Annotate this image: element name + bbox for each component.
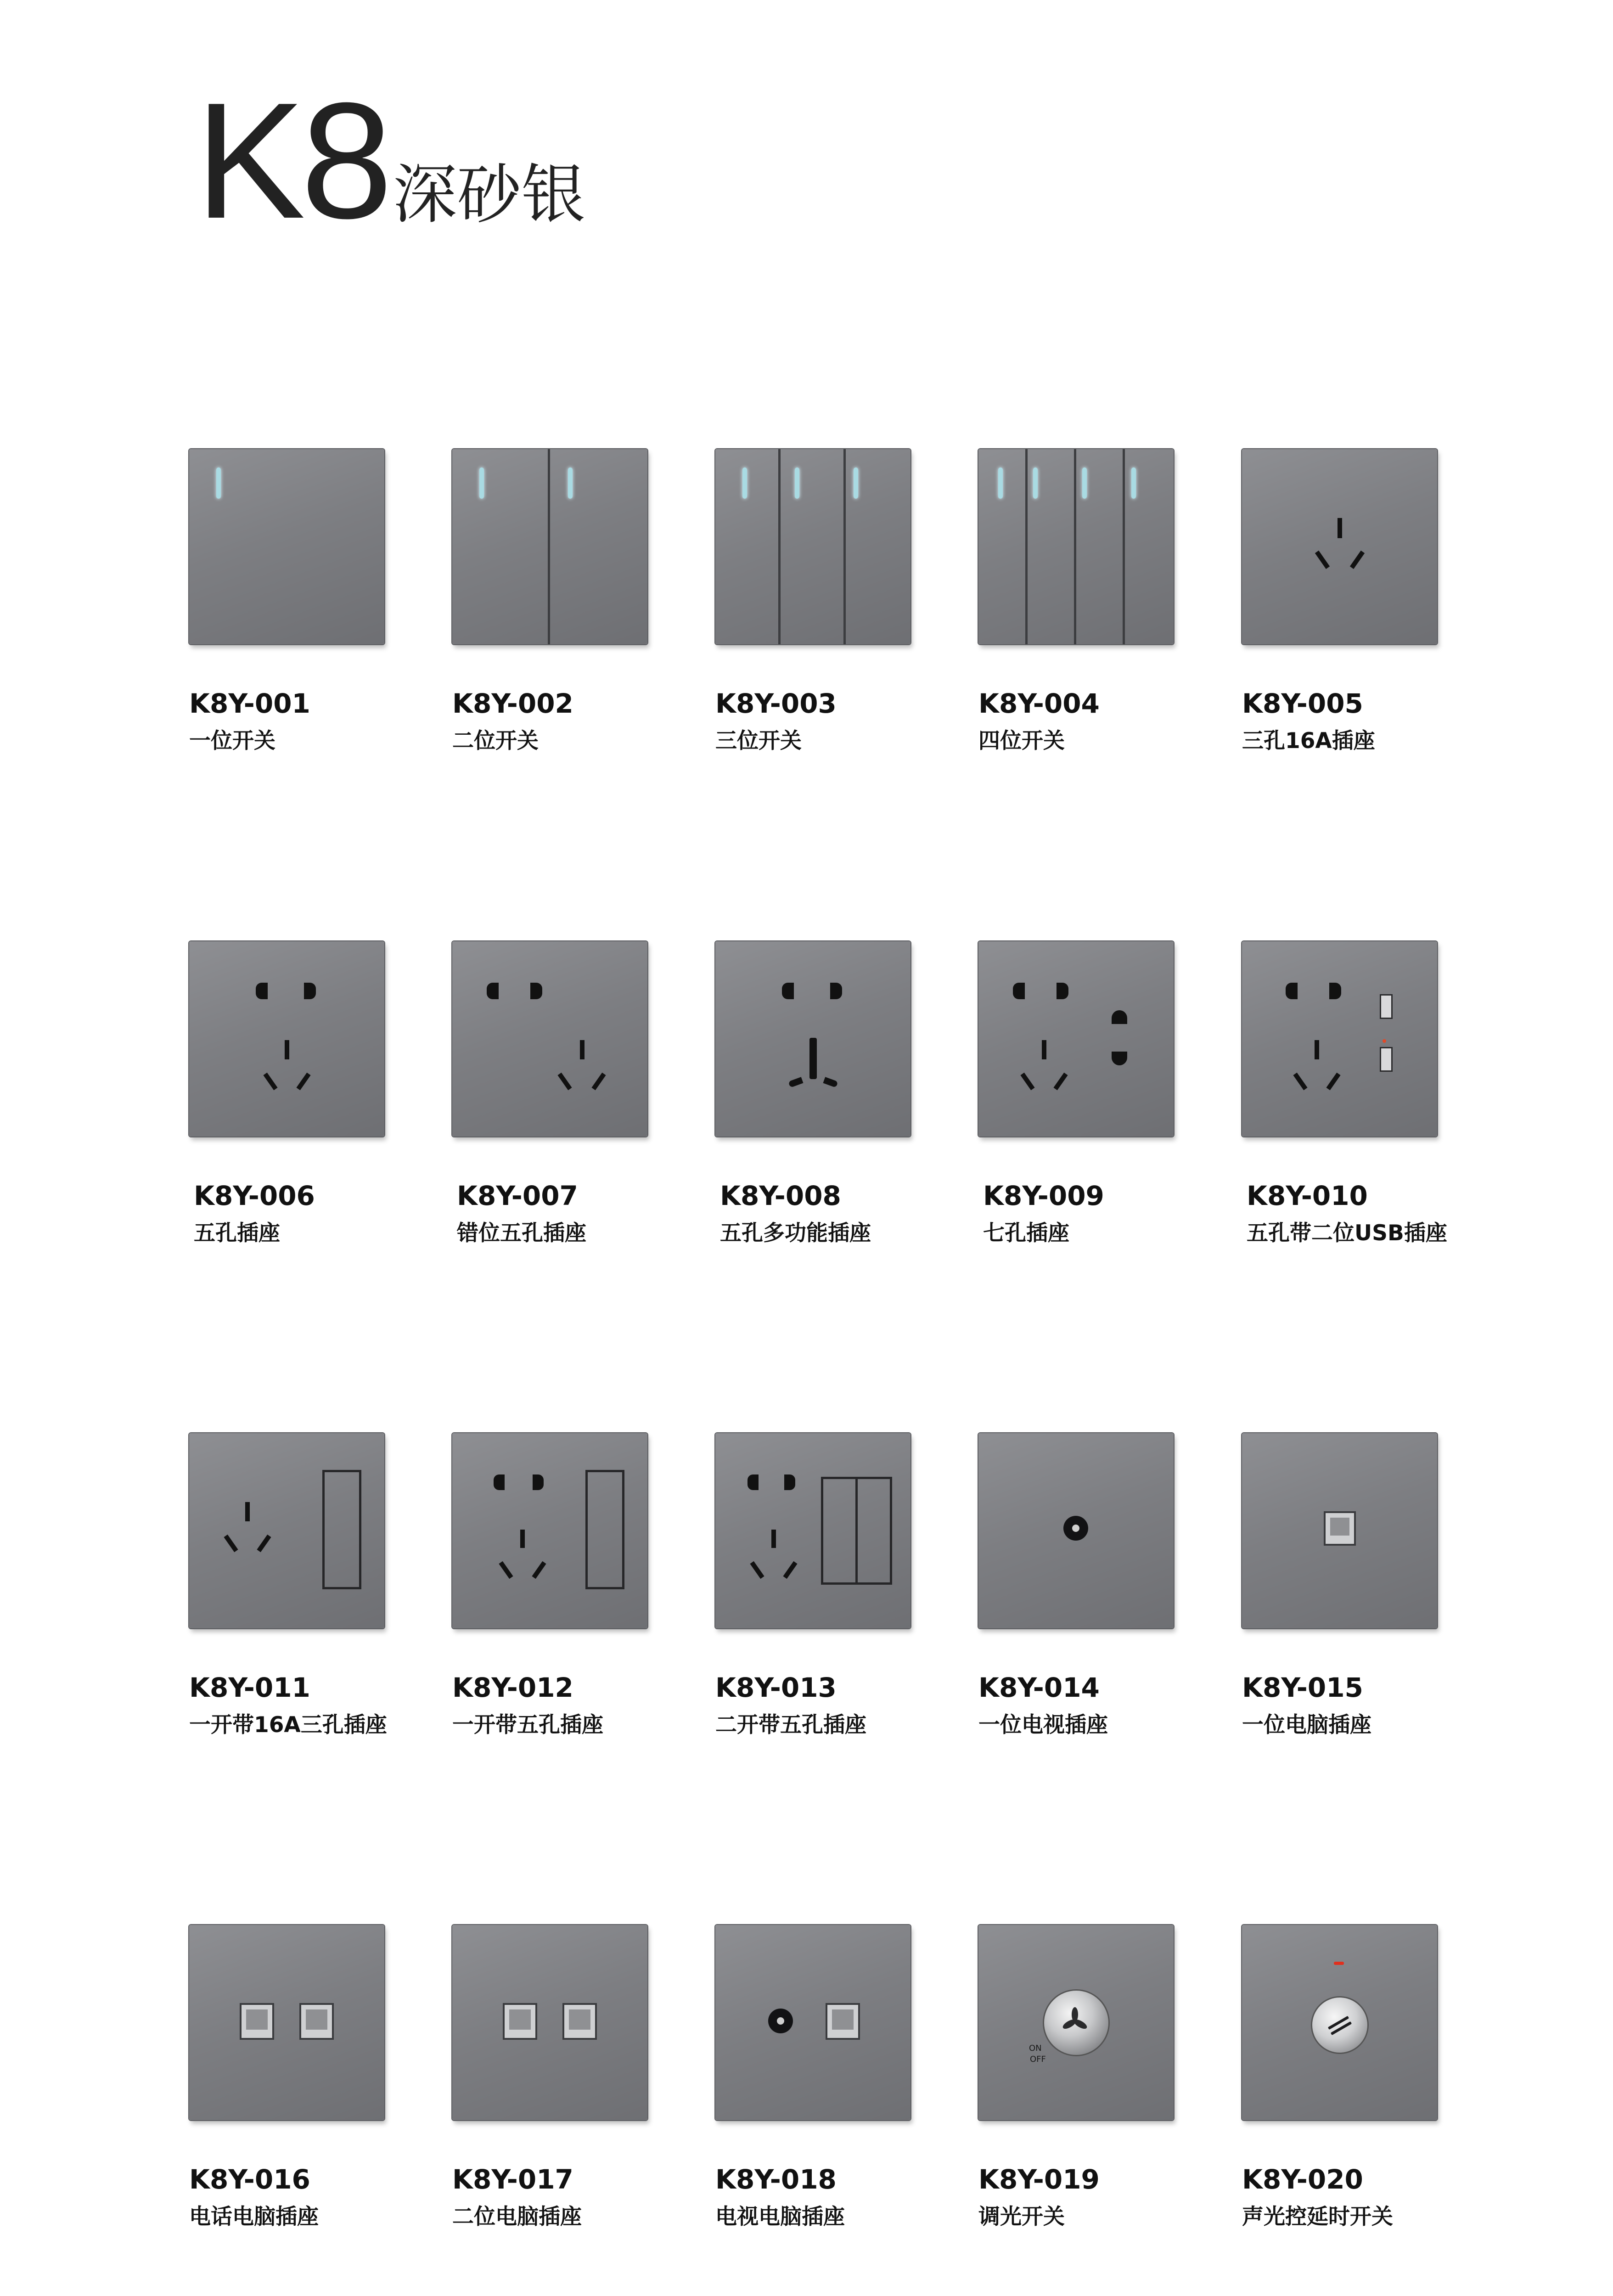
five-hole-socket-panel bbox=[189, 941, 384, 1137]
dimmer-switch-panel bbox=[978, 1925, 1174, 2120]
title-finish: 深砂银 bbox=[393, 158, 586, 232]
two-switch-with-five-hole-socket-panel bbox=[715, 1433, 910, 1628]
sensor-button-icon bbox=[1311, 1996, 1369, 2054]
rocker-switch-frame bbox=[855, 1477, 892, 1585]
tv-socket-panel bbox=[978, 1433, 1174, 1628]
product-name: 声光控延时开关 bbox=[1242, 2204, 1393, 2229]
product-name: 电话电脑插座 bbox=[189, 2204, 319, 2229]
socket-pin-icon bbox=[1020, 1073, 1034, 1091]
product-name: 错位五孔插座 bbox=[457, 1221, 586, 1246]
socket-pin-icon bbox=[1329, 983, 1341, 999]
socket-pin-icon bbox=[1013, 983, 1025, 999]
socket-pin-icon bbox=[784, 1474, 795, 1490]
product-name: 四位开关 bbox=[978, 728, 1065, 754]
tv-jack-icon bbox=[768, 2009, 793, 2033]
double-data-socket-panel bbox=[452, 1925, 647, 2120]
product-code: K8Y-004 bbox=[978, 688, 1100, 719]
product-card[interactable] bbox=[189, 941, 446, 1355]
product-name: 三孔16A插座 bbox=[1242, 728, 1375, 754]
socket-pin-icon bbox=[1112, 1052, 1127, 1065]
socket-pin-icon bbox=[1350, 551, 1365, 569]
indicator-led-icon bbox=[1131, 467, 1136, 499]
rocker-switch-frame bbox=[322, 1470, 361, 1589]
socket-pin-icon bbox=[304, 983, 316, 999]
product-name: 调光开关 bbox=[978, 2204, 1065, 2229]
socket-pin-icon bbox=[557, 1073, 572, 1091]
usb-port-icon bbox=[1380, 1047, 1393, 1072]
socket-pin-icon bbox=[1286, 983, 1298, 999]
product-name: 七孔插座 bbox=[983, 1221, 1069, 1246]
indicator-led-icon bbox=[216, 467, 221, 499]
title-model: K8 bbox=[195, 68, 388, 253]
rj11-port-icon bbox=[240, 2003, 274, 2040]
indicator-led-icon bbox=[998, 467, 1003, 499]
product-card[interactable] bbox=[1242, 449, 1499, 862]
product-code: K8Y-005 bbox=[1242, 688, 1363, 719]
product-card[interactable] bbox=[1242, 1433, 1499, 1846]
socket-pin-icon bbox=[783, 1561, 797, 1579]
switch-with-three-pin-socket-panel bbox=[189, 1433, 384, 1628]
product-code: K8Y-016 bbox=[189, 2164, 310, 2195]
product-code: K8Y-011 bbox=[189, 1672, 310, 1703]
two-gang-switch-panel bbox=[452, 449, 647, 644]
offset-five-hole-socket-panel bbox=[452, 941, 647, 1137]
socket-pin-icon bbox=[580, 1040, 585, 1059]
socket-pin-icon bbox=[296, 1073, 310, 1091]
product-card[interactable] bbox=[715, 449, 972, 862]
product-card[interactable] bbox=[452, 449, 709, 862]
dimmer-knob-icon bbox=[1043, 1989, 1110, 2056]
socket-pin-icon bbox=[494, 1474, 505, 1490]
single-gang-switch-panel bbox=[189, 449, 384, 644]
product-name: 三位开关 bbox=[715, 728, 802, 754]
rocker-switch-frame bbox=[821, 1477, 858, 1585]
socket-pin-icon bbox=[499, 1561, 513, 1579]
product-code: K8Y-019 bbox=[978, 2164, 1100, 2195]
socket-pin-icon bbox=[591, 1073, 606, 1091]
sound-light-delay-switch-panel bbox=[1242, 1925, 1437, 2120]
product-card[interactable] bbox=[452, 1433, 709, 1846]
socket-pin-icon bbox=[1315, 551, 1330, 569]
rocker-switch-frame bbox=[585, 1470, 624, 1589]
socket-pin-icon bbox=[256, 983, 268, 999]
indicator-led-icon bbox=[742, 467, 747, 499]
rj45-port-icon bbox=[503, 2003, 537, 2040]
product-code: K8Y-017 bbox=[452, 2164, 573, 2195]
socket-pin-icon bbox=[1053, 1073, 1068, 1091]
socket-pin-icon bbox=[520, 1530, 525, 1548]
product-name: 一开带16A三孔插座 bbox=[189, 1712, 387, 1738]
product-code: K8Y-013 bbox=[715, 1672, 837, 1703]
socket-pin-icon bbox=[263, 1073, 277, 1091]
socket-pin-icon bbox=[224, 1535, 238, 1553]
socket-pin-icon bbox=[1057, 983, 1068, 999]
product-code: K8Y-020 bbox=[1242, 2164, 1363, 2195]
indicator-led-icon bbox=[795, 467, 799, 499]
rj45-port-icon bbox=[1324, 1511, 1356, 1546]
socket-pin-icon bbox=[1042, 1040, 1046, 1059]
socket-pin-icon bbox=[1315, 1040, 1319, 1059]
socket-pin-icon bbox=[245, 1502, 250, 1521]
socket-pin-icon bbox=[532, 1561, 546, 1579]
five-hole-usb-socket-panel bbox=[1242, 941, 1437, 1137]
socket-pin-icon bbox=[1326, 1073, 1340, 1091]
socket-pin-icon bbox=[1293, 1073, 1307, 1091]
product-code: K8Y-001 bbox=[189, 688, 310, 719]
product-name: 五孔多功能插座 bbox=[720, 1221, 871, 1246]
four-gang-switch-panel bbox=[978, 449, 1174, 644]
socket-pin-icon bbox=[747, 1474, 759, 1490]
product-name: 五孔插座 bbox=[194, 1221, 280, 1246]
product-name: 二开带五孔插座 bbox=[715, 1712, 866, 1738]
rocker-divider bbox=[715, 449, 846, 644]
product-card[interactable] bbox=[978, 449, 1236, 862]
phone-data-socket-panel bbox=[189, 1925, 384, 2120]
three-gang-switch-panel bbox=[715, 449, 910, 644]
product-card[interactable] bbox=[715, 1433, 972, 1846]
indicator-led-icon bbox=[854, 467, 858, 499]
indicator-led-icon bbox=[1082, 467, 1087, 499]
indicator-led-icon bbox=[479, 467, 484, 499]
indicator-led-icon bbox=[568, 467, 573, 499]
socket-pin-icon bbox=[285, 1040, 289, 1059]
product-card[interactable] bbox=[978, 1433, 1236, 1846]
rj45-port-icon bbox=[562, 2003, 597, 2040]
product-card[interactable] bbox=[978, 1925, 1236, 2296]
product-name: 电视电脑插座 bbox=[715, 2204, 845, 2229]
product-name: 一位电脑插座 bbox=[1242, 1712, 1371, 1738]
three-pin-socket-panel bbox=[1242, 449, 1437, 644]
socket-pin-icon bbox=[771, 1530, 776, 1548]
seven-hole-socket-panel bbox=[978, 941, 1174, 1137]
indicator-led-icon bbox=[1033, 467, 1038, 499]
rj45-port-icon bbox=[826, 2003, 860, 2040]
product-card[interactable] bbox=[189, 1433, 446, 1846]
product-card[interactable] bbox=[452, 941, 709, 1355]
usb-port-icon bbox=[1380, 994, 1393, 1019]
socket-pin-icon bbox=[750, 1561, 764, 1579]
multifunction-five-hole-socket-panel bbox=[715, 941, 910, 1137]
socket-pin-icon bbox=[782, 983, 794, 999]
product-card[interactable] bbox=[978, 941, 1236, 1355]
product-card[interactable] bbox=[452, 1925, 709, 2296]
tv-data-socket-panel bbox=[715, 1925, 910, 2120]
data-socket-panel bbox=[1242, 1433, 1437, 1628]
socket-pin-icon bbox=[533, 1474, 544, 1490]
product-code: K8Y-012 bbox=[452, 1672, 573, 1703]
socket-pin-icon bbox=[487, 983, 499, 999]
socket-pin-icon bbox=[257, 1535, 271, 1553]
product-code: K8Y-018 bbox=[715, 2164, 837, 2195]
socket-pin-icon bbox=[830, 983, 842, 999]
rocker-divider bbox=[452, 449, 550, 644]
product-card[interactable] bbox=[189, 1925, 446, 2296]
rj45-port-icon bbox=[299, 2003, 334, 2040]
socket-pin-icon bbox=[809, 1038, 817, 1079]
page-title bbox=[195, 68, 586, 253]
product-name: 一开带五孔插座 bbox=[452, 1712, 603, 1738]
socket-pin-icon bbox=[823, 1077, 838, 1087]
product-code: K8Y-008 bbox=[720, 1180, 841, 1211]
product-card[interactable] bbox=[715, 941, 972, 1355]
product-card[interactable] bbox=[1242, 1925, 1499, 2296]
product-card[interactable] bbox=[189, 449, 446, 862]
socket-pin-icon bbox=[1338, 518, 1342, 538]
dimmer-off-label: OFF bbox=[1030, 2054, 1046, 2064]
product-name: 五孔带二位USB插座 bbox=[1247, 1221, 1447, 1246]
product-code: K8Y-014 bbox=[978, 1672, 1100, 1703]
product-code: K8Y-015 bbox=[1242, 1672, 1363, 1703]
dimmer-on-label: ON bbox=[1029, 2043, 1042, 2053]
indicator-led-icon bbox=[1334, 1962, 1344, 1965]
product-code: K8Y-007 bbox=[457, 1180, 578, 1211]
product-name: 一位开关 bbox=[189, 728, 275, 754]
product-card[interactable] bbox=[1242, 941, 1499, 1355]
product-name: 一位电视插座 bbox=[978, 1712, 1108, 1738]
product-code: K8Y-006 bbox=[194, 1180, 315, 1211]
tv-jack-icon bbox=[1063, 1516, 1088, 1541]
product-code: K8Y-009 bbox=[983, 1180, 1104, 1211]
socket-pin-icon bbox=[1112, 1010, 1127, 1024]
product-name: 二位电脑插座 bbox=[452, 2204, 582, 2229]
product-name: 二位开关 bbox=[452, 728, 539, 754]
product-card[interactable] bbox=[715, 1925, 972, 2296]
product-code: K8Y-010 bbox=[1247, 1180, 1368, 1211]
switch-with-five-hole-socket-panel bbox=[452, 1433, 647, 1628]
socket-pin-icon bbox=[530, 983, 542, 999]
socket-pin-icon bbox=[788, 1077, 804, 1087]
product-code: K8Y-002 bbox=[452, 688, 573, 719]
product-code: K8Y-003 bbox=[715, 688, 837, 719]
indicator-led-icon bbox=[1383, 1039, 1386, 1043]
